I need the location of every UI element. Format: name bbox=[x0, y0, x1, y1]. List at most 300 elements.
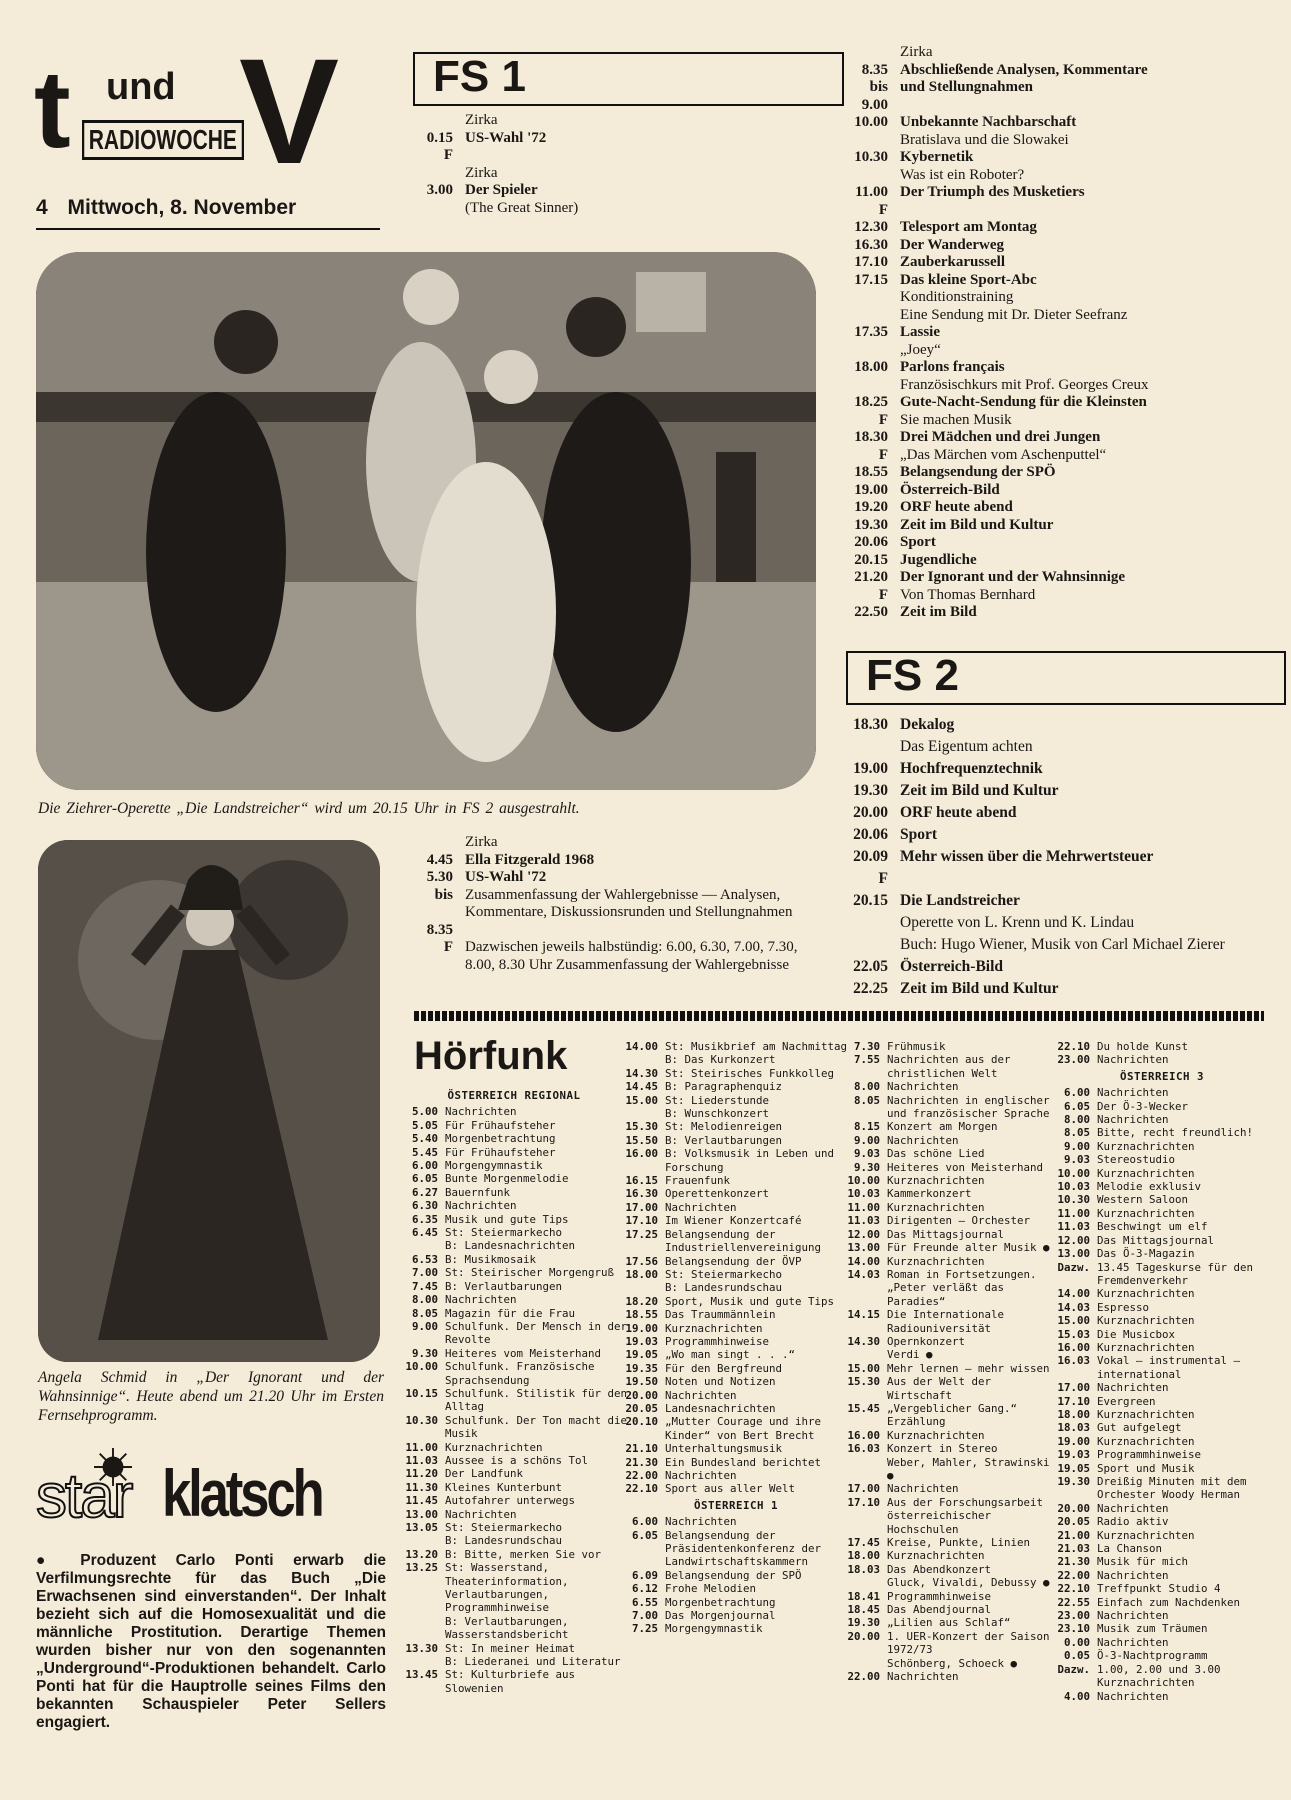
program-subtitle: Zirka bbox=[465, 164, 498, 181]
radio-program: Kurznachrichten bbox=[1097, 1166, 1195, 1180]
program-time bbox=[405, 165, 465, 183]
radio-program-row bbox=[842, 1134, 1060, 1147]
radio-program-row bbox=[400, 1132, 628, 1145]
radio-program-row bbox=[620, 1268, 852, 1295]
program-time: 20.06 bbox=[854, 534, 888, 550]
radio-program: Kurznachrichten bbox=[1097, 1434, 1195, 1448]
radio-program-row bbox=[842, 1563, 1060, 1590]
radio-program-row bbox=[620, 1375, 852, 1388]
radio-time: 16.03 bbox=[1057, 1354, 1090, 1368]
radio-time: 17.45 bbox=[847, 1536, 880, 1550]
radio-program: Aussee is a schöns Tol bbox=[445, 1453, 589, 1467]
radio-program-row bbox=[1052, 1086, 1272, 1099]
radio-time: 8.00 bbox=[853, 1080, 880, 1094]
radio-program: 1.00, 2.00 und 3.00 Kurznachrichten bbox=[1097, 1662, 1221, 1690]
radio-time: 6.05 bbox=[1063, 1099, 1090, 1113]
program-row bbox=[840, 394, 1270, 412]
program-title: Belangsendung der SPÖ bbox=[900, 464, 1056, 480]
radio-program: St: Wasserstand, Theaterinformation, Verlautbarungen, Programmhinweise B: Verlautbarungen, Wasserstandsbericht bbox=[445, 1561, 569, 1642]
program-title: Österreich-Bild bbox=[900, 481, 1000, 498]
logo-radiowoche: RADIOWOCHE bbox=[82, 120, 244, 160]
masthead-logo bbox=[34, 27, 384, 195]
radio-time: 10.30 bbox=[405, 1413, 438, 1427]
radio-program: Nachrichten aus der christlichen Welt bbox=[887, 1053, 1011, 1080]
actress-caption: Angela Schmid in „Der Ignorant und der Wahnsinnige“. Heute abend um 21.20 Uhr im Ersten Fernsehprogramm. bbox=[38, 1369, 384, 1424]
radio-program: Bunte Morgenmelodie bbox=[445, 1172, 569, 1186]
program-time: 18.30 bbox=[854, 429, 888, 445]
radio-time: 6.53 bbox=[411, 1252, 438, 1266]
program-row bbox=[840, 890, 1270, 956]
program-row bbox=[840, 824, 1270, 846]
program-row bbox=[840, 587, 1270, 605]
radio-program-row bbox=[1052, 1555, 1272, 1568]
radio-time: 17.00 bbox=[1057, 1381, 1090, 1395]
radio-time: 6.05 bbox=[411, 1172, 438, 1186]
radio-time: 17.10 bbox=[625, 1214, 658, 1228]
radio-time: 19.00 bbox=[625, 1321, 658, 1335]
radio-program-row bbox=[400, 1253, 628, 1266]
radio-column-1 bbox=[400, 1086, 628, 1695]
radio-program: Nachrichten bbox=[445, 1199, 517, 1213]
radio-program: Nachrichten bbox=[665, 1200, 737, 1214]
radio-program: Nachrichten bbox=[1097, 1501, 1169, 1515]
radio-time: 11.00 bbox=[1057, 1206, 1090, 1220]
radio-time: 22.55 bbox=[1057, 1595, 1090, 1609]
radio-program-row bbox=[1052, 1100, 1272, 1113]
radio-program: Du holde Kunst bbox=[1097, 1040, 1189, 1053]
radio-program-row bbox=[1052, 1596, 1272, 1609]
radio-program-row bbox=[1052, 1609, 1272, 1622]
fs1-schedule-mid bbox=[405, 834, 830, 974]
radio-program: St: Liederstunde B: Wunschkonzert bbox=[665, 1093, 770, 1121]
radio-program: Frohe Melodien bbox=[665, 1582, 757, 1596]
program-title: Lassie bbox=[900, 324, 941, 340]
radio-time: 17.10 bbox=[1057, 1394, 1090, 1408]
radio-program-row bbox=[400, 1293, 628, 1306]
radio-program: Kurznachrichten bbox=[887, 1428, 985, 1442]
program-time: 16.30 bbox=[854, 236, 888, 253]
radio-program: B: Bitte, merken Sie vor bbox=[445, 1547, 602, 1561]
program-title: US-Wahl '72 bbox=[465, 869, 547, 885]
program-row bbox=[840, 62, 1270, 80]
radio-program: Magazin für die Frau bbox=[445, 1306, 576, 1320]
radio-program: Nachrichten bbox=[1097, 1635, 1169, 1649]
radio-program-row bbox=[842, 1335, 1060, 1362]
radio-time: 19.05 bbox=[625, 1348, 658, 1362]
radio-program-row bbox=[1052, 1314, 1272, 1327]
radio-program-row bbox=[1052, 1341, 1272, 1354]
program-time: 12.30 bbox=[854, 219, 888, 235]
radio-program: Für Frühaufsteher bbox=[445, 1145, 556, 1159]
radio-time: 14.00 bbox=[1057, 1287, 1090, 1301]
radio-program-row bbox=[620, 1609, 852, 1622]
program-row bbox=[840, 499, 1270, 517]
program-time: 17.15 bbox=[854, 271, 888, 288]
radio-time: 10.03 bbox=[847, 1187, 880, 1201]
radio-program: Nachrichten bbox=[445, 1507, 517, 1521]
program-time: 19.30 bbox=[853, 782, 888, 799]
radio-time: 19.00 bbox=[1057, 1434, 1090, 1448]
radio-time: 6.27 bbox=[411, 1185, 438, 1199]
program-subtitle: „Joey“ bbox=[900, 341, 941, 358]
program-title: Zeit im Bild und Kultur bbox=[900, 782, 1059, 799]
radio-program-row bbox=[400, 1146, 628, 1159]
radio-program: Konzert in Stereo Weber, Mahler, Strawinski ● bbox=[887, 1442, 1050, 1482]
radio-program: Das Traummännlein bbox=[665, 1308, 776, 1322]
radio-program-row bbox=[400, 1159, 628, 1172]
program-time: F bbox=[878, 870, 888, 887]
program-time: 22.25 bbox=[853, 980, 888, 997]
radio-program: Schulfunk. Der Ton macht die Musik bbox=[445, 1413, 628, 1441]
radio-program: Dreißig Minuten mit dem Orchester Woody Herman bbox=[1097, 1475, 1247, 1502]
radio-program: Dirigenten — Orchester bbox=[887, 1214, 1031, 1228]
radio-program: „Wo man singt . . .“ bbox=[665, 1348, 796, 1362]
radio-program-row bbox=[1052, 1193, 1272, 1206]
radio-program: Konzert am Morgen bbox=[887, 1120, 998, 1134]
radio-time: 22.10 bbox=[1057, 1040, 1090, 1053]
program-row bbox=[840, 604, 1270, 622]
program-subtitle: Zirka bbox=[900, 44, 933, 60]
radio-program-row bbox=[400, 1320, 628, 1347]
radio-program: Nachrichten bbox=[1097, 1609, 1169, 1623]
radio-program-row bbox=[1052, 1140, 1272, 1153]
radio-program: Frauenfunk bbox=[665, 1174, 731, 1188]
radio-program-row bbox=[620, 1442, 852, 1455]
program-title: Der Spieler bbox=[465, 182, 538, 198]
radio-time: 9.00 bbox=[411, 1319, 438, 1333]
radio-program: Im Wiener Konzertcafé bbox=[665, 1214, 802, 1228]
radio-program: Belangsendung der SPÖ bbox=[665, 1568, 802, 1582]
radio-time: 16.00 bbox=[625, 1147, 658, 1161]
radio-time: 7.00 bbox=[411, 1266, 438, 1280]
radio-program: B: Verlautbarungen bbox=[665, 1133, 783, 1147]
radio-program: Kurznachrichten bbox=[887, 1549, 985, 1563]
radio-program-row bbox=[842, 1536, 1060, 1549]
program-title: Die Landstreicher bbox=[900, 892, 1020, 909]
radio-program: St: Kulturbriefe aus Slowenien bbox=[445, 1668, 576, 1695]
radio-program-row bbox=[400, 1387, 628, 1414]
radio-time: 6.00 bbox=[1063, 1086, 1090, 1100]
radio-program: Das Abendjournal bbox=[887, 1603, 992, 1617]
radio-time: 19.03 bbox=[625, 1334, 658, 1348]
radio-time: 9.30 bbox=[411, 1346, 438, 1360]
radio-time: 8.00 bbox=[411, 1293, 438, 1307]
radio-time: 15.50 bbox=[625, 1133, 658, 1147]
radio-time: 6.05 bbox=[631, 1528, 658, 1542]
radio-time: 21.30 bbox=[1057, 1555, 1090, 1569]
program-time: 22.05 bbox=[853, 958, 888, 975]
program-title: Unbekannte Nachbarschaft bbox=[900, 114, 1077, 130]
program-title: und Stellungnahmen bbox=[900, 79, 1033, 95]
program-time: F bbox=[878, 201, 888, 218]
radio-program: B: Paragraphenquiz bbox=[665, 1080, 783, 1094]
radio-program: Das Morgenjournal bbox=[665, 1609, 776, 1623]
radio-program-row bbox=[1052, 1421, 1272, 1434]
radio-time: 0.05 bbox=[1063, 1649, 1090, 1663]
radio-time: 23.10 bbox=[1057, 1622, 1090, 1636]
radio-time: 17.25 bbox=[625, 1227, 658, 1241]
radio-time: 9.03 bbox=[853, 1147, 880, 1161]
radio-program: Morgengymnastik bbox=[445, 1159, 543, 1173]
radio-program-row bbox=[620, 1214, 852, 1227]
radio-program-row bbox=[400, 1494, 628, 1507]
program-title: Sport bbox=[900, 826, 938, 843]
radio-time: 15.03 bbox=[1057, 1327, 1090, 1341]
radio-program: Aus der Welt der Wirtschaft bbox=[887, 1375, 992, 1402]
starklatsch-logo-klatsch: klatsch bbox=[162, 1456, 322, 1530]
radio-program-row bbox=[1052, 1462, 1272, 1475]
radio-time: 20.00 bbox=[1057, 1501, 1090, 1515]
program-title: Gute-Nacht-Sendung für die Kleinsten bbox=[900, 394, 1147, 410]
radio-time: 19.30 bbox=[847, 1616, 880, 1630]
program-subtitle: Das Eigentum achten bbox=[900, 738, 1033, 755]
radio-program: Belangsendung der Industriellenvereinigung bbox=[665, 1227, 822, 1255]
radio-program: 1. UER-Konzert der Saison 1972/73 Schönberg, Schoeck ● bbox=[887, 1629, 1050, 1670]
radio-time: 11.30 bbox=[405, 1480, 438, 1494]
radio-time: 14.03 bbox=[847, 1267, 880, 1281]
program-subtitle: Dazwischen jeweils halbstündig: 6.00, 6.30, 7.00, 7.30, 8.00, 8.30 Uhr Zusammenfassung der Wahlergebnisse bbox=[465, 939, 798, 973]
radio-program: Morgenbetrachtung bbox=[665, 1595, 776, 1609]
program-time: F bbox=[443, 147, 453, 163]
radio-program: Kurznachrichten bbox=[445, 1440, 543, 1454]
fs2-heading: FS 2 bbox=[846, 651, 1286, 705]
radio-program-row bbox=[1052, 1582, 1272, 1595]
radio-time: 13.20 bbox=[405, 1547, 438, 1561]
radio-program: Espresso bbox=[1097, 1300, 1150, 1314]
radio-time: 14.30 bbox=[625, 1066, 658, 1080]
radio-program: „Mutter Courage und ihre Kinder“ von Bert Brecht bbox=[665, 1415, 822, 1442]
program-title: Dekalog bbox=[900, 716, 955, 733]
program-row bbox=[840, 552, 1270, 570]
radio-time: 9.00 bbox=[1063, 1139, 1090, 1153]
program-title: Der Triumph des Musketiers bbox=[900, 184, 1085, 200]
radio-program: Landesnachrichten bbox=[665, 1401, 776, 1415]
radio-program-row bbox=[1052, 1381, 1272, 1394]
radio-program: St: In meiner Heimat B: Liederanei und Literatur bbox=[445, 1641, 621, 1669]
radio-program: Nachrichten bbox=[1097, 1689, 1169, 1703]
radio-program-row bbox=[1052, 1220, 1272, 1233]
radio-program: Nachrichten bbox=[887, 1670, 959, 1684]
program-time bbox=[405, 834, 465, 852]
radio-time: 18.03 bbox=[847, 1562, 880, 1576]
radio-program-row bbox=[620, 1482, 852, 1495]
program-title: Kybernetik bbox=[900, 149, 974, 165]
radio-time: 8.00 bbox=[1063, 1113, 1090, 1127]
radio-heading: Hörfunk bbox=[414, 1034, 568, 1078]
program-row bbox=[840, 868, 1270, 890]
program-time bbox=[840, 44, 900, 62]
radio-program-row bbox=[400, 1508, 628, 1521]
radio-program: Heiteres von Meisterhand bbox=[887, 1160, 1044, 1174]
radio-program: Der Landfunk bbox=[445, 1467, 524, 1481]
radio-program-row bbox=[1052, 1529, 1272, 1542]
radio-time: 15.00 bbox=[847, 1361, 880, 1375]
radio-time: 11.45 bbox=[405, 1494, 438, 1508]
radio-time: 6.00 bbox=[411, 1159, 438, 1173]
radio-time: 10.15 bbox=[405, 1386, 438, 1400]
radio-program-row bbox=[620, 1415, 852, 1442]
radio-program: Western Saloon bbox=[1097, 1193, 1189, 1207]
radio-time: 9.30 bbox=[853, 1160, 880, 1174]
program-time: 5.30 bbox=[426, 869, 453, 885]
radio-time: 16.03 bbox=[847, 1442, 880, 1456]
program-title: Ella Fitzgerald 1968 bbox=[465, 851, 595, 868]
radio-program: St: Steirisches Funkkolleg bbox=[665, 1066, 835, 1080]
program-title: ORF heute abend bbox=[900, 804, 1017, 821]
program-time: 19.00 bbox=[854, 481, 888, 498]
radio-program-row bbox=[400, 1548, 628, 1561]
radio-program-row bbox=[842, 1080, 1060, 1093]
radio-time: 14.00 bbox=[625, 1040, 658, 1053]
radio-time: 16.00 bbox=[847, 1428, 880, 1442]
radio-program-row bbox=[842, 1590, 1060, 1603]
radio-program: Morgengymnastik bbox=[665, 1622, 763, 1636]
radio-program: Beschwingt um elf bbox=[1097, 1220, 1208, 1234]
radio-time: 6.12 bbox=[631, 1582, 658, 1596]
radio-program: Kurznachrichten bbox=[887, 1254, 985, 1268]
radio-program-row bbox=[1052, 1261, 1272, 1288]
radio-program-row bbox=[842, 1241, 1060, 1254]
program-subtitle: Was ist ein Roboter? bbox=[900, 166, 1025, 183]
radio-time: 16.15 bbox=[625, 1174, 658, 1188]
logo-letter-t: t bbox=[34, 48, 65, 171]
program-subtitle: Bratislava und die Slowakei bbox=[900, 131, 1069, 148]
radio-program: Frühmusik bbox=[887, 1040, 946, 1053]
radio-program: Stereostudio bbox=[1097, 1153, 1176, 1167]
radio-program: B: Volksmusik in Leben und Forschung bbox=[665, 1147, 835, 1174]
program-title: US-Wahl '72 bbox=[465, 129, 547, 146]
radio-program: St: Steiermarkecho B: Landesnachrichten bbox=[445, 1226, 576, 1253]
radio-time: 6.00 bbox=[631, 1515, 658, 1529]
fs1-schedule-late bbox=[840, 44, 1270, 622]
radio-program-row bbox=[1052, 1354, 1272, 1381]
fs1-heading: FS 1 bbox=[413, 52, 844, 106]
program-time: 21.20 bbox=[854, 569, 888, 585]
radio-program: Nachrichten bbox=[1097, 1113, 1169, 1127]
program-time bbox=[405, 112, 465, 130]
radio-time: 10.00 bbox=[405, 1360, 438, 1374]
radio-program: Kurznachrichten bbox=[1097, 1340, 1195, 1354]
radio-program: Nachrichten in englischer und französischer Sprache bbox=[887, 1093, 1050, 1121]
radio-program-row bbox=[842, 1040, 1060, 1053]
radio-program-row bbox=[842, 1603, 1060, 1616]
program-time: 8.35 bbox=[426, 921, 453, 938]
radio-program: Aus der Forschungsarbeit österreichischer Hochschulen bbox=[887, 1495, 1044, 1536]
program-row bbox=[840, 412, 1270, 430]
radio-time: 22.00 bbox=[625, 1469, 658, 1482]
program-row bbox=[840, 149, 1270, 184]
program-time: 9.00 bbox=[861, 96, 888, 113]
radio-time: 9.00 bbox=[853, 1133, 880, 1147]
program-title: Abschließende Analysen, Kommentare bbox=[900, 61, 1148, 78]
radio-time: 18.20 bbox=[625, 1294, 658, 1308]
logo-letter-v: V bbox=[239, 27, 340, 195]
program-row bbox=[840, 517, 1270, 535]
radio-program-row bbox=[842, 1429, 1060, 1442]
radio-program-row bbox=[842, 1228, 1060, 1241]
radio-program: B: Verlautbarungen bbox=[445, 1279, 563, 1293]
radio-program-row bbox=[400, 1213, 628, 1226]
program-subtitle: Zusammenfassung der Wahlergebnisse — Analysen, Kommentare, Diskussionsrunden und Stellungnahmen bbox=[465, 886, 793, 920]
radio-time: 5.00 bbox=[411, 1105, 438, 1119]
program-row bbox=[840, 237, 1270, 255]
radio-program-row bbox=[842, 1482, 1060, 1495]
radio-program-row bbox=[842, 1268, 1060, 1308]
radio-program-row bbox=[842, 1201, 1060, 1214]
radio-time: 17.56 bbox=[625, 1254, 658, 1268]
program-row bbox=[405, 834, 830, 852]
radio-program: Melodie exklusiv bbox=[1097, 1180, 1202, 1194]
radio-program-row bbox=[400, 1481, 628, 1494]
radio-program: Roman in Fortsetzungen. „Peter verläßt das Paradies“ bbox=[887, 1267, 1037, 1308]
radio-program-row bbox=[842, 1053, 1060, 1080]
program-time: F bbox=[443, 939, 453, 955]
radio-program-row bbox=[842, 1616, 1060, 1629]
radio-program-row bbox=[1052, 1569, 1272, 1582]
program-subtitle: Operette von L. Krenn und K. Lindau Buch: Hugo Wiener, Musik von Carl Michael Zierer bbox=[900, 914, 1225, 953]
program-row bbox=[840, 219, 1270, 237]
radio-program-row bbox=[620, 1596, 852, 1609]
radio-program: Autofahrer unterwegs bbox=[445, 1494, 576, 1508]
program-title: Drei Mädchen und drei Jungen bbox=[900, 429, 1101, 445]
program-time: 22.50 bbox=[854, 604, 888, 620]
radio-time: 19.05 bbox=[1057, 1461, 1090, 1475]
radio-program: Kurznachrichten bbox=[1097, 1287, 1195, 1301]
program-row bbox=[840, 254, 1270, 272]
radio-time: 21.00 bbox=[1057, 1528, 1090, 1542]
radio-program: Musik und gute Tips bbox=[445, 1212, 569, 1226]
radio-program: Morgenbetrachtung bbox=[445, 1132, 556, 1146]
radio-program: Unterhaltungsmusik bbox=[665, 1442, 783, 1456]
radio-program-row bbox=[842, 1174, 1060, 1187]
program-subtitle: (The Great Sinner) bbox=[465, 199, 579, 216]
program-row bbox=[405, 852, 830, 870]
radio-station-heading: ÖSTERREICH 3 bbox=[1119, 1069, 1204, 1083]
radio-time: 13.45 bbox=[405, 1668, 438, 1682]
program-row bbox=[840, 482, 1270, 500]
radio-time: 15.30 bbox=[847, 1375, 880, 1389]
radio-program: Heiteres vom Meisterhand bbox=[445, 1346, 602, 1360]
radio-program-row bbox=[842, 1187, 1060, 1200]
program-row bbox=[840, 184, 1270, 202]
radio-time: 18.45 bbox=[847, 1603, 880, 1617]
program-time: F bbox=[878, 446, 888, 463]
radio-station-heading: ÖSTERREICH REGIONAL bbox=[447, 1089, 581, 1102]
radio-time: 11.20 bbox=[405, 1467, 438, 1481]
radio-program: Das Ö-3-Magazin bbox=[1097, 1247, 1195, 1261]
radio-time: 19.30 bbox=[1057, 1475, 1090, 1488]
radio-time: 7.25 bbox=[631, 1622, 658, 1636]
radio-program-row bbox=[620, 1147, 852, 1174]
radio-column-3 bbox=[842, 1040, 1060, 1684]
radio-program: Kurznachrichten bbox=[1097, 1314, 1195, 1328]
program-row bbox=[840, 464, 1270, 482]
radio-program: Mehr lernen — mehr wissen bbox=[887, 1361, 1050, 1375]
radio-time: 13.25 bbox=[405, 1561, 438, 1575]
program-time: 10.30 bbox=[854, 149, 888, 165]
radio-time: 18.41 bbox=[847, 1589, 880, 1603]
radio-time: Dazw. bbox=[1057, 1662, 1090, 1676]
program-title: Zeit im Bild bbox=[900, 604, 977, 620]
page-number: 4 bbox=[36, 196, 48, 219]
radio-program: Ein Bundesland berichtet bbox=[665, 1455, 822, 1469]
radio-time: 21.03 bbox=[1057, 1542, 1090, 1556]
radio-program-row bbox=[620, 1134, 852, 1147]
radio-program-row bbox=[400, 1226, 628, 1253]
radio-program: Das schöne Lied bbox=[887, 1147, 985, 1161]
program-row bbox=[840, 114, 1270, 149]
radio-time: 18.55 bbox=[625, 1308, 658, 1322]
